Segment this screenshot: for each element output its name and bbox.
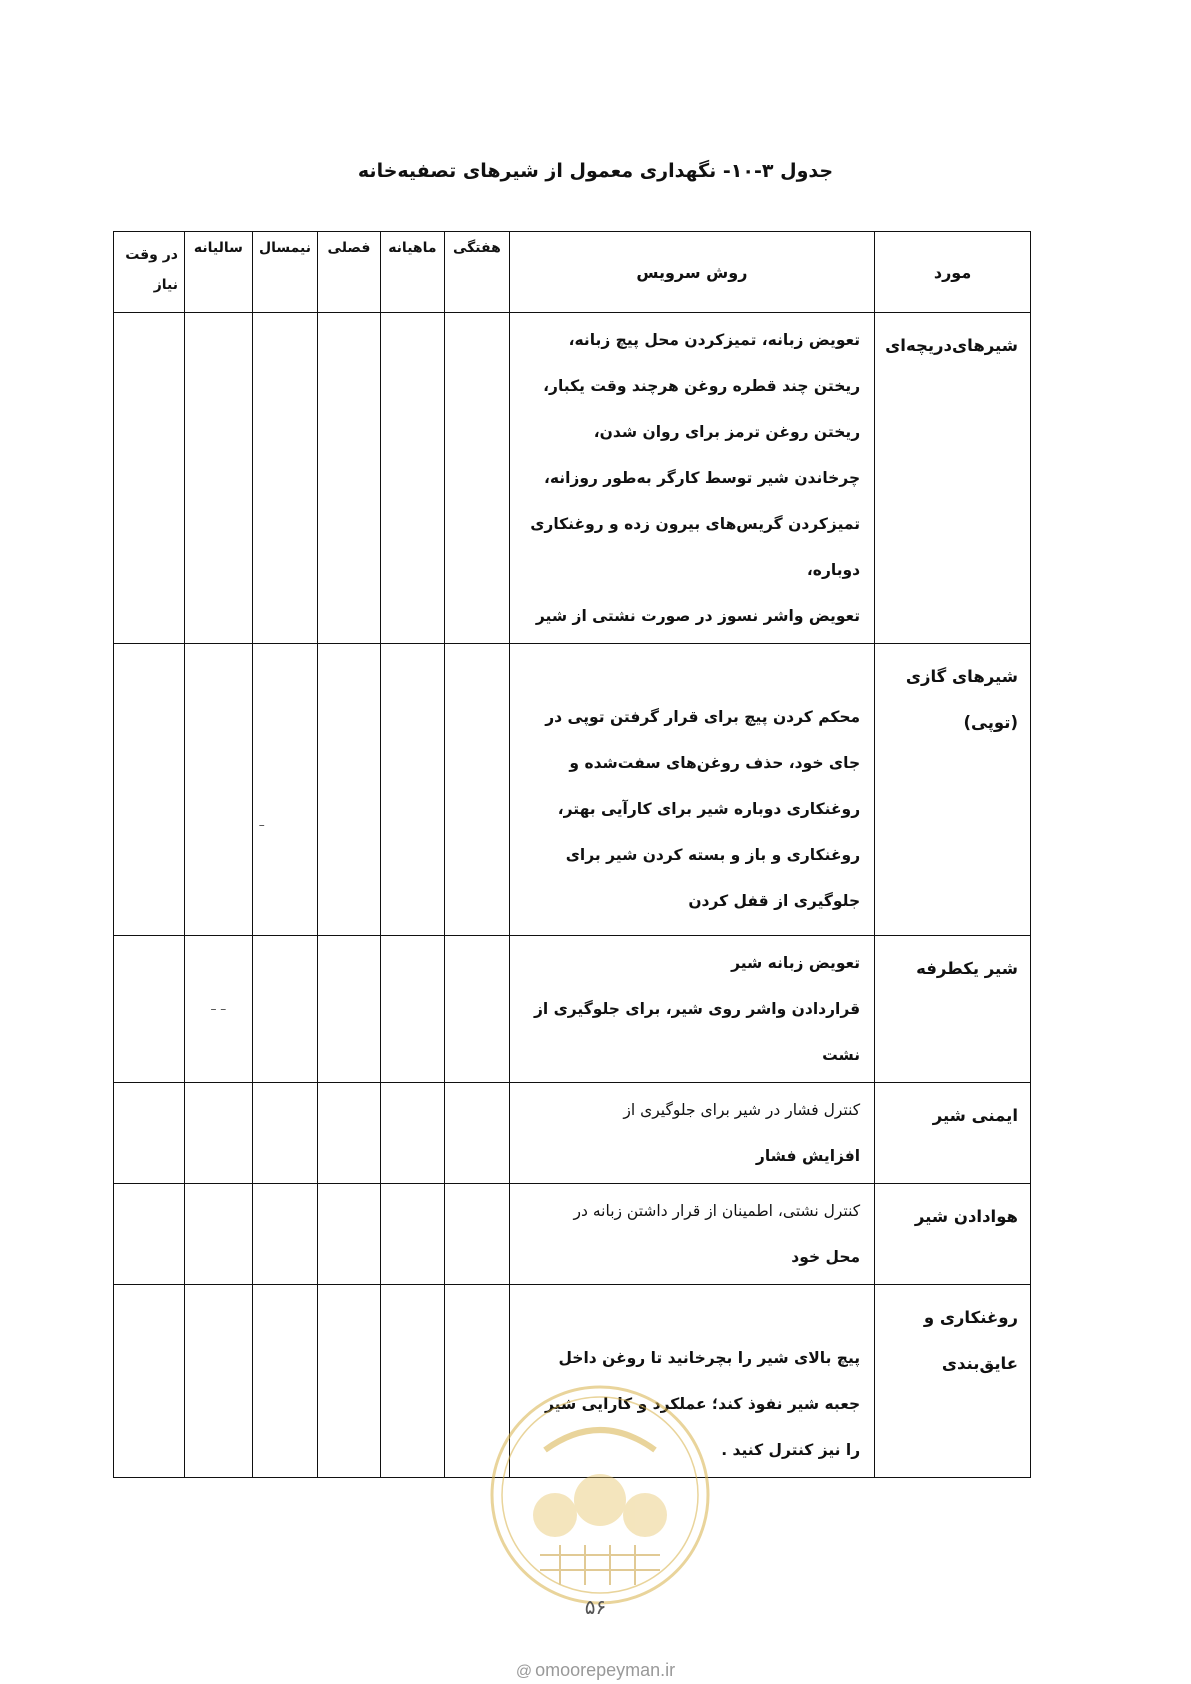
row-service-cell [509, 936, 875, 1083]
monthly-cell [380, 313, 445, 644]
row-item-cell [875, 1184, 1031, 1285]
header-item: مورد [875, 232, 1031, 313]
service-line: ریختن روغن ترمز برای روان شدن، [593, 423, 861, 441]
weekly-cell [445, 1184, 510, 1285]
row-item-cell [875, 1285, 1031, 1478]
row-item-cell [875, 644, 1031, 936]
item-label: شیر یکطرفه [916, 959, 1018, 978]
service-line: تعویض زبانه، تمیزکردن محل پیچ زبانه، [568, 331, 861, 349]
semiannual-cell [252, 936, 318, 1083]
item-label: عایق‌بندی [941, 1354, 1018, 1373]
semiannual-cell [252, 1285, 318, 1478]
service-line: محکم کردن پیچ برای قرار گرفتن توپی در [545, 708, 861, 726]
row-item-cell [875, 313, 1031, 644]
service-line: را نیز کنترل کنید . [721, 1441, 861, 1459]
header-service-method: روش سرویس [509, 232, 875, 313]
annual-cell [185, 644, 253, 936]
table-header-row [114, 232, 1031, 313]
header-annual: سالیانه [185, 232, 253, 313]
table-row [114, 936, 1031, 1083]
service-line: تعویض زبانه شیر [731, 954, 861, 972]
weekly-cell [445, 1083, 510, 1184]
annual-cell [185, 1083, 253, 1184]
seasonal-cell [318, 936, 380, 1083]
row-service-cell [509, 313, 875, 644]
service-line [518, 1289, 861, 1335]
service-line: چرخاندن شیر توسط کارگر به‌طور روزانه، [543, 469, 861, 487]
table-row [114, 1184, 1031, 1285]
as-needed-cell [114, 313, 185, 644]
as-needed-cell [114, 1083, 185, 1184]
service-line: تعویض واشر نسوز در صورت نشتی از شیر [535, 607, 861, 625]
service-line: جعبه شیر نفوذ کند؛ عملکرد و کارایی شیر [545, 1395, 861, 1413]
annual-cell [185, 1184, 253, 1285]
monthly-cell [380, 1285, 445, 1478]
semiannual-cell: – [252, 644, 318, 936]
service-line: کنترل فشار در شیر برای جلوگیری از [623, 1101, 861, 1119]
item-label: روغنکاری و [923, 1308, 1018, 1327]
service-line [518, 648, 861, 694]
row-item-cell [875, 1083, 1031, 1184]
item-label: (توپی) [963, 713, 1018, 732]
footer-site-text: omoorepeyman.ir [535, 1660, 676, 1680]
as-needed-cell [114, 1285, 185, 1478]
service-line: جای خود، حذف روغن‌های سفت‌شده و [569, 754, 861, 772]
item-label: شیرهای گازی [905, 667, 1018, 686]
monthly-cell [380, 1083, 445, 1184]
row-service-cell [509, 1083, 875, 1184]
monthly-cell [380, 1184, 445, 1285]
table-row [114, 1083, 1031, 1184]
service-line: افزایش فشار [755, 1147, 861, 1165]
service-line: ریختن چند قطره روغن هرچند وقت یکبار، [543, 377, 861, 395]
watermark-seal-icon [485, 1380, 715, 1610]
seasonal-cell [318, 1285, 380, 1478]
semiannual-cell [252, 1083, 318, 1184]
service-line: جلوگیری از قفل کردن [688, 892, 861, 910]
annual-cell [185, 1285, 253, 1478]
service-line: دوباره، [806, 561, 861, 579]
seasonal-cell [318, 1083, 380, 1184]
service-line: پیچ بالای شیر را بچرخانید تا روغن داخل [558, 1349, 861, 1367]
seasonal-cell [318, 313, 380, 644]
service-line: نشت [822, 1046, 861, 1064]
as-needed-cell [114, 1184, 185, 1285]
weekly-cell [445, 644, 510, 936]
weekly-cell [445, 936, 510, 1083]
row-service-cell [509, 644, 875, 936]
service-line: قراردادن واشر روی شیر، برای جلوگیری از [533, 1000, 861, 1018]
service-line: روغنکاری دوباره شیر برای کارآیی بهتر، [557, 800, 861, 818]
service-line: روغنکاری و باز و بسته کردن شیر برای [565, 846, 861, 864]
row-service-cell [509, 1184, 875, 1285]
item-label: هوادادن شیر [914, 1207, 1018, 1226]
seasonal-cell [318, 1184, 380, 1285]
at-icon: @ [515, 1663, 533, 1680]
as-needed-cell [114, 644, 185, 936]
row-item-cell [875, 936, 1031, 1083]
annual-cell [185, 313, 253, 644]
header-as-needed: در وقت نیاز [114, 232, 185, 313]
header-monthly: ماهیانه [380, 232, 445, 313]
table-title: جدول ۳-۱۰- نگهداری معمول از شیرهای تصفیه‌خانه [357, 160, 834, 182]
semiannual-cell [252, 1184, 318, 1285]
annual-cell: – – [185, 936, 253, 1083]
header-semiannual: نیمسال [252, 232, 318, 313]
footer-site [0, 1660, 1191, 1681]
seasonal-cell [318, 644, 380, 936]
header-seasonal: فصلی [318, 232, 380, 313]
header-weekly: هفتگی [445, 232, 510, 313]
monthly-cell [380, 936, 445, 1083]
service-line: تمیزکردن گریس‌های بیرون زده و روغنکاری [530, 515, 861, 533]
item-label: ایمنی شیر [932, 1106, 1018, 1125]
weekly-cell [445, 313, 510, 644]
item-label: شیرهای‌دریچه‌ای [885, 336, 1018, 355]
service-line: کنترل نشتی، اطمینان از قرار داشتن زبانه در [573, 1202, 861, 1220]
maintenance-table [113, 231, 1031, 1478]
table-row [114, 313, 1031, 644]
table-row [114, 644, 1031, 936]
as-needed-cell [114, 936, 185, 1083]
service-line: محل خود [791, 1248, 861, 1266]
semiannual-cell [252, 313, 318, 644]
page-number: ۵۶ [584, 1595, 607, 1619]
monthly-cell [380, 644, 445, 936]
